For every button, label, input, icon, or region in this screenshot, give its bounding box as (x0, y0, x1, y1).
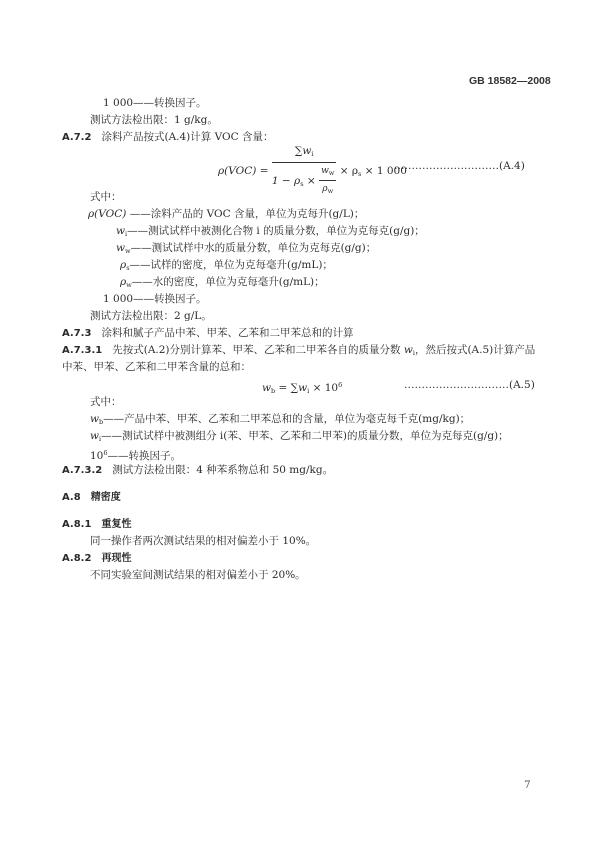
section-a-8-1-heading: A.8.1 重复性 (62, 519, 132, 530)
page-number: 7 (524, 779, 531, 791)
definition-ww: $w_w——$测试试样中水的质量分数，单位为克每克(g/g)； (116, 242, 377, 255)
definition-conversion-factor: 1 000——转换因子。 (103, 293, 207, 305)
formula-a-4-label: …………………………(A.4) (394, 160, 525, 172)
where-label: 式中： (90, 191, 122, 203)
definition-wi-2: $w_i——$测试试样中被测组分 i(苯、甲苯、乙苯和二甲苯)的质量分数，单位为克每克(g/g)； (90, 430, 509, 443)
inner-fraction: $\frac{w_w}{\rho_w}$ (321, 166, 335, 195)
section-title: 涂料产品按式(A.4)计算 VOC 含量： (101, 131, 274, 143)
detection-limit-line: 测试方法检出限：1 g/kg。 (90, 114, 218, 126)
standard-code-header: GB 18582—2008 (469, 75, 551, 87)
where-label-2: 式中： (90, 396, 122, 408)
repeatability-text: 同一操作者两次测试结果的相对偏差小于 10%。 (90, 535, 317, 547)
section-a-7-2-heading (62, 130, 273, 145)
definition-conversion-factor-2: $10^6——$转换因子。 (90, 449, 182, 462)
definition-rho-w: $\rho_w——$水的密度，单位为克每毫升(g/mL)； (120, 276, 325, 289)
definition-wb: $w_b——$产品中苯、甲苯、乙苯和二甲苯总和的含量，单位为毫克每千克(mg/kg)； (90, 413, 471, 426)
section-a-7-3-1-line2: 中苯、甲苯、乙苯和二甲苯含量的总和： (62, 361, 251, 373)
section-a-8-2-heading: A.8.2 再现性 (62, 553, 132, 564)
definition-rho-voc: ρ(VOC) ——涂料产品的 VOC 含量，单位为克每升(g/L)； (88, 208, 365, 220)
formula-a-4: ρ(VOC) = $\sum w_i$ $1 - \rho_s$ × $\frac{w_w}{\rho_w}$ × $\rho_s \times 1$ 000 (218, 144, 407, 188)
reproducibility-text: 不同实验室间测试结果的相对偏差小于 20%。 (90, 569, 306, 581)
definition-rho-s: $\rho_s——$试样的密度，单位为克每毫升(g/mL)； (120, 259, 333, 272)
fraction-denominator: $1 - \rho_s$ × $\frac{w_w}{\rho_w}$ (272, 163, 336, 198)
section-a-7-3-2: A.7.3.2 测试方法检出限：4 种苯系物总和 50 mg/kg。 (62, 464, 334, 476)
section-number: A.7.2 (62, 132, 92, 143)
formula-a-5: $w_b = \sum w_i \times 10^6$ (262, 381, 343, 395)
fraction-numerator: $\sum w_i$ (272, 144, 336, 163)
section-a-7-3-1-paragraph: A.7.3.1 先按式(A.2)分别计算苯、甲苯、乙苯和二甲苯各自的质量分数 $w_i$，然后按式(A.5)计算产品 (62, 344, 536, 357)
conversion-factor-line: 1 000——转换因子。 (103, 97, 207, 109)
section-a-7-3-heading: A.7.3 涂料和腻子产品中苯、甲苯、乙苯和二甲苯总和的计算 (62, 327, 354, 339)
formula-a-5-label: …………………………(A.5) (404, 379, 535, 391)
detection-limit-voc: 测试方法检出限：2 g/L。 (90, 310, 212, 322)
definition-wi: $w_i——$测试试样中被测化合物 i 的质量分数，单位为克每克(g/g)； (116, 225, 425, 238)
section-a-8-heading: A.8 精密度 (62, 492, 121, 503)
formula-main-fraction (272, 144, 336, 198)
formula-lhs: ρ(VOC) = (218, 165, 269, 177)
